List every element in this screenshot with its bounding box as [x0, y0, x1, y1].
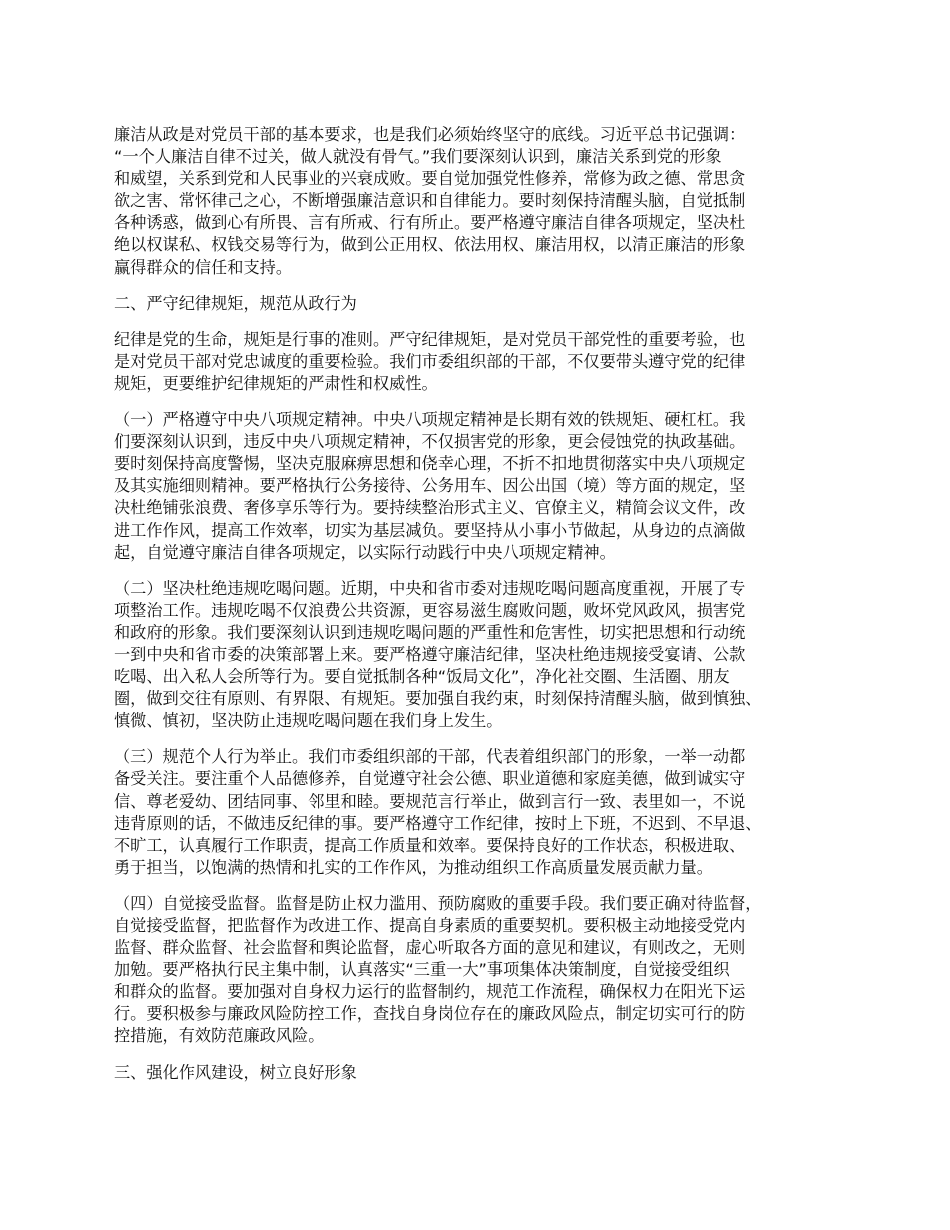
- section-heading-2: 二、严守纪律规矩，规范从政行为: [114, 293, 357, 313]
- document-page: [114, 124, 856, 1098]
- body-paragraph-supervision: （四）自觉接受监督。监督是防止权力滥用、预防腐败的重要手段。我们要正确对待监督， 自觉接受监督，把监督作为改进工作、提高自身素质的重要契机。要积极主动地接受党内 监督、群众监督、社会监督和舆论监督，虚心听取各方面的意见和建议，有则改之，无则 加勉。要严格执行民主集中制，认真落实“三重一大”事项集体决策制度，自觉接受组织 和群众的监督。要加强对自身权力运行的监督制约，规范工作流程，确保权力在阳光下运 行。要积极参与廉政风险防控工作，查找自身岗位存在的廉政风险点，制定切实可行的防 控措施，有效防范廉政风险。: [114, 893, 762, 1046]
- section-heading-3: 三、强化作风建设，树立良好形象: [114, 1062, 357, 1082]
- body-paragraph-eight-rules: （一）严格遵守中央八项规定精神。中央八项规定精神是长期有效的铁规矩、硬杠杠。我 们要深刻认识到，违反中央八项规定精神，不仅损害党的形象，更会侵蚀党的执政基础。 要时刻保持高度警惕，坚决克服麻痹思想和侥幸心理，不折不扣地贯彻落实中央八项规定 及其实施细则精神。要严格执行公务接待、公务用车、因公出国（境）等方面的规定，坚 决杜绝铺张浪费、奢侈享乐等行为。要持续整治形式主义、官僚主义，精简会议文件，改 进工作作风，提高工作效率，切实为基层减负。要坚持从小事小节做起，从身边的点滴做 起，自觉遵守廉洁自律各项规定，以实际行动践行中央八项规定精神。: [114, 410, 746, 562]
- body-paragraph-conduct: （三）规范个人行为举止。我们市委组织部的干部，代表着组织部门的形象，一举一动都 备受关注。要注重个人品德修养，自觉遵守社会公德、职业道德和家庭美德，做到诚实守 信、尊老爱幼、团结同事、邻里和睦。要规范言行举止，做到言行一致、表里如一，不说 违背原则的话，不做违反纪律的事。要严格遵守工作纪律，按时上下班，不迟到、不早退、 不旷工，认真履行工作职责，提高工作质量和效率。要保持良好的工作状态，积极进取、 勇于担当，以饱满的热情和扎实的工作作风，为推动组织工作高质量发展贡献力量。: [114, 747, 762, 877]
- body-paragraph-integrity: 廉洁从政是对党员干部的基本要求，也是我们必须始终坚守的底线。习近平总书记强调： “一个人廉洁自律不过关，做人就没有骨气。”我们要深刻认识到，廉洁关系到党的形象 和威望，关系到党和人民事业的兴衰成败。要自觉加强党性修养，常修为政之德、常思贪 欲之害、常怀律己之心，不断增强廉洁意识和自律能力。要时刻保持清醒头脑，自觉抵制 各种诱惑，做到心有所畏、言有所戒、行有所止。要严格遵守廉洁自律各项规定，坚决杜 绝以权谋私、权钱交易等行为，做到公正用权、依法用权、廉洁用权，以清正廉洁的形象 赢得群众的信任和支持。: [114, 125, 746, 277]
- body-paragraph-dining: （二）坚决杜绝违规吃喝问题。近期，中央和省市委对违规吃喝问题高度重视，开展了专 项整治工作。违规吃喝不仅浪费公共资源，更容易滋生腐败问题，败坏党风政风，损害党 和政府的形象。我们要深刻认识到违规吃喝问题的严重性和危害性，切实把思想和行动统 一到中央和省市委的决策部署上来。要严格遵守廉洁纪律，坚决杜绝违规接受宴请、公款 吃喝、出入私人会所等行为。要自觉抵制各种“饭局文化”，净化社交圈、生活圈、朋友 圈，做到交往有原则、有界限、有规矩。要加强自我约束，时刻保持清醒头脑，做到慎独、 慎微、慎初，坚决防止违规吃喝问题在我们身上发生。: [114, 578, 762, 731]
- body-paragraph-discipline-intro: 纪律是党的生命，规矩是行事的准则。严守纪律规矩，是对党员干部党性的重要考验，也 是对党员干部对党忠诚度的重要检验。我们市委组织部的干部，不仅要带头遵守党的纪律 规矩，更要维护纪律规矩的严肃性和权威性。: [114, 329, 746, 393]
